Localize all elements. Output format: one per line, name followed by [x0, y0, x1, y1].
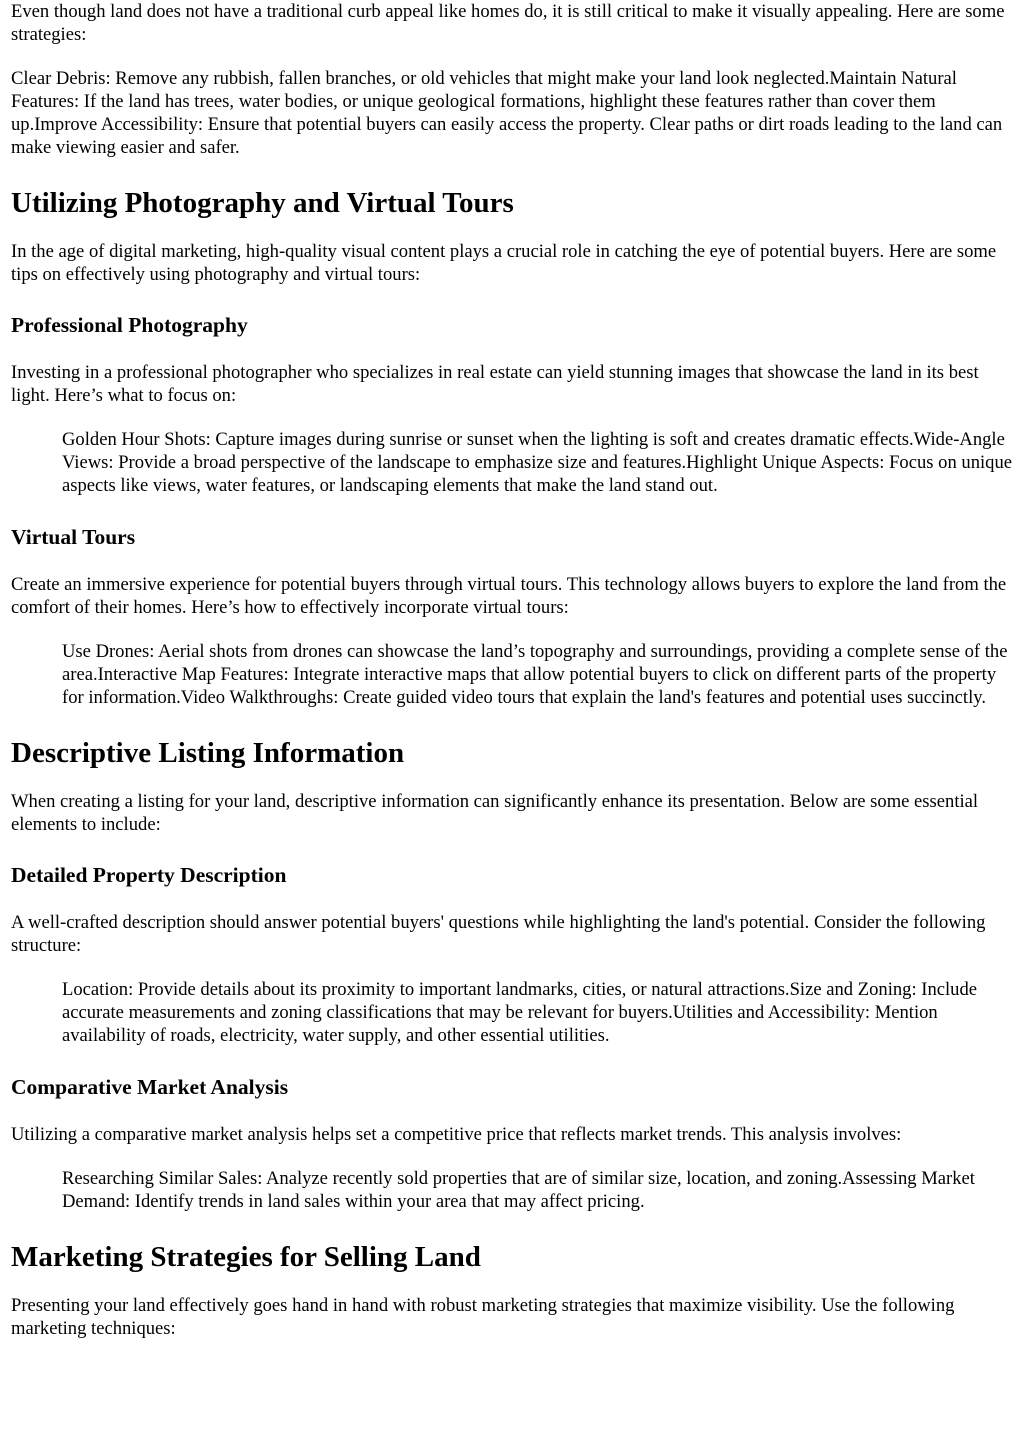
subheading-detailed-description: Detailed Property Description: [11, 863, 287, 887]
subheading-virtual-tours: Virtual Tours: [11, 525, 136, 549]
section-heading-listing: Descriptive Listing Information: [11, 737, 405, 769]
virtual-tours-list: Use Drones: Aerial shots from drones can showcase the land’s topography and surroundings, providing a complete sense of the area.Interactive Map Features: Integrate interactive maps that allow potential buyers to click on different parts of the property for information.Video Walkthroughs: Create guided video tours that explain the land's features and potential uses succinctly.: [62, 641, 1008, 708]
section-heading-marketing: Marketing Strategies for Selling Land: [11, 1241, 481, 1273]
marketing-intro: Presenting your land effectively goes hand in hand with robust marketing strategies that maximize visibility. Use the following marketing techniques:: [11, 1295, 955, 1339]
comparative-market-analysis-intro: Utilizing a comparative market analysis helps set a competitive price that reflects market trends. This analysis involves:: [11, 1124, 902, 1145]
detailed-description-intro: A well-crafted description should answer potential buyers' questions while highlighting the land's potential. Consider the following structure:: [11, 912, 986, 956]
photography-intro: In the age of digital marketing, high-quality visual content plays a crucial role in catching the eye of potential buyers. Here are some tips on effectively using photography and virtual tours:: [11, 241, 997, 285]
section-heading-photography: Utilizing Photography and Virtual Tours: [11, 187, 514, 219]
professional-photography-list: Golden Hour Shots: Capture images during sunrise or sunset when the lighting is soft and creates dramatic effects.Wide-Angle Views: Provide a broad perspective of the landscape to emphasize size and features.Highlight Unique Aspects: Focus on unique aspects like views, water features, or landscaping elements that make the land stand out.: [62, 429, 1013, 496]
intro-paragraph: Even though land does not have a traditional curb appeal like homes do, it is still critical to make it visually appealing. Here are some strategies:: [11, 1, 1005, 45]
comparative-market-analysis-list: Researching Similar Sales: Analyze recently sold properties that are of similar size, location, and zoning.Assessing Market Demand: Identify trends in land sales within your area that may affect pricing.: [62, 1168, 975, 1212]
curb-appeal-strategies: Clear Debris: Remove any rubbish, fallen branches, or old vehicles that might make your land look neglected.Maintain Natural Features: If the land has trees, water bodies, or unique geological formations, highlight these features rather than cover them up.Improve Accessibility: Ensure that potential buyers can easily access the property. Clear paths or dirt roads leading to the land can make viewing easier and safer.: [11, 68, 1003, 158]
detailed-description-list: Location: Provide details about its proximity to important landmarks, cities, or natural attractions.Size and Zoning: Include accurate measurements and zoning classifications that may be relevant for buyers.Utilities and Accessibility: Mention availability of roads, electricity, water supply, and other essential utilities.: [62, 979, 978, 1046]
subheading-professional-photography: Professional Photography: [11, 313, 248, 337]
listing-intro: When creating a listing for your land, descriptive information can significantly enhance its presentation. Below are some essential elements to include:: [11, 791, 979, 835]
professional-photography-intro: Investing in a professional photographer who specializes in real estate can yield stunning images that showcase the land in its best light. Here’s what to focus on:: [11, 362, 979, 406]
virtual-tours-intro: Create an immersive experience for potential buyers through virtual tours. This technology allows buyers to explore the land from the comfort of their homes. Here’s how to effectively incorporate virtual tours:: [11, 574, 1007, 618]
subheading-comparative-market-analysis: Comparative Market Analysis: [11, 1075, 289, 1099]
